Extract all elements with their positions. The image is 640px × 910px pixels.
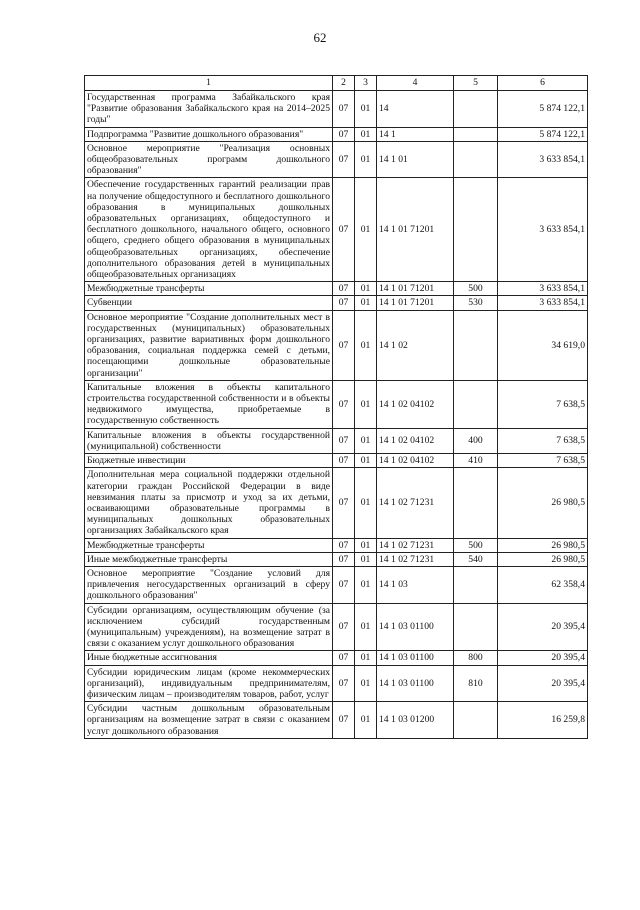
amount-cell: 20 395,4 (498, 651, 588, 665)
target-article-cell: 14 1 01 (377, 141, 454, 178)
row-name-cell: Основное мероприятие "Создание дополнительных мест в государственных (муниципальных) образовательных организациях, развитие вариативных форм дошкольного образования, социальная поддержка семей с детьми, посещающими дошкольные образовательные организации" (85, 310, 333, 380)
section-code-cell: 07 (333, 91, 355, 128)
subsection-code-cell: 01 (355, 454, 377, 468)
target-article-cell: 14 1 02 04102 (377, 428, 454, 453)
table-row (85, 91, 588, 128)
row-name-cell: Бюджетные инвестиции (85, 454, 333, 468)
expense-type-cell (454, 380, 498, 428)
amount-cell: 7 638,5 (498, 428, 588, 453)
target-article-cell: 14 1 01 71201 (377, 282, 454, 296)
amount-cell: 5 874 122,1 (498, 91, 588, 128)
target-article-cell: 14 1 03 01200 (377, 702, 454, 739)
section-code-cell: 07 (333, 538, 355, 552)
header-col-1: 1 (85, 76, 333, 91)
table-row (85, 665, 588, 702)
amount-cell: 20 395,4 (498, 603, 588, 651)
row-name-cell: Межбюджетные трансферты (85, 538, 333, 552)
subsection-code-cell: 01 (355, 380, 377, 428)
subsection-code-cell: 01 (355, 127, 377, 141)
amount-cell: 7 638,5 (498, 380, 588, 428)
row-name-cell: Субвенции (85, 296, 333, 310)
section-code-cell: 07 (333, 380, 355, 428)
section-code-cell: 07 (333, 141, 355, 178)
header-col-4: 4 (377, 76, 454, 91)
target-article-cell: 14 1 02 04102 (377, 454, 454, 468)
target-article-cell: 14 1 03 01100 (377, 603, 454, 651)
target-article-cell: 14 1 02 71231 (377, 538, 454, 552)
table-row (85, 380, 588, 428)
amount-cell: 34 619,0 (498, 310, 588, 380)
table-row (85, 651, 588, 665)
amount-cell: 3 633 854,1 (498, 296, 588, 310)
expense-type-cell: 530 (454, 296, 498, 310)
section-code-cell: 07 (333, 428, 355, 453)
amount-cell: 7 638,5 (498, 454, 588, 468)
expense-type-cell (454, 91, 498, 128)
table-row (85, 538, 588, 552)
section-code-cell: 07 (333, 603, 355, 651)
expense-type-cell: 540 (454, 552, 498, 566)
amount-cell: 26 980,5 (498, 538, 588, 552)
header-col-6: 6 (498, 76, 588, 91)
expense-type-cell: 500 (454, 282, 498, 296)
amount-cell: 20 395,4 (498, 665, 588, 702)
table-row (85, 454, 588, 468)
subsection-code-cell: 01 (355, 651, 377, 665)
section-code-cell: 07 (333, 651, 355, 665)
row-name-cell: Межбюджетные трансферты (85, 282, 333, 296)
subsection-code-cell: 01 (355, 702, 377, 739)
table-row (85, 702, 588, 739)
table-row (85, 468, 588, 538)
expense-type-cell (454, 468, 498, 538)
section-code-cell: 07 (333, 282, 355, 296)
table-row (85, 603, 588, 651)
table-row (85, 296, 588, 310)
subsection-code-cell: 01 (355, 296, 377, 310)
target-article-cell: 14 1 02 71231 (377, 468, 454, 538)
row-name-cell: Подпрограмма "Развитие дошкольного образования" (85, 127, 333, 141)
table-row (85, 310, 588, 380)
expense-type-cell (454, 566, 498, 603)
budget-table (84, 75, 588, 739)
table-row (85, 552, 588, 566)
amount-cell: 5 874 122,1 (498, 127, 588, 141)
row-name-cell: Основное мероприятие "Реализация основных общеобразовательных программ дошкольного образования" (85, 141, 333, 178)
expense-type-cell (454, 178, 498, 282)
page-number: 62 (313, 30, 327, 45)
target-article-cell: 14 (377, 91, 454, 128)
subsection-code-cell: 01 (355, 538, 377, 552)
expense-type-cell: 800 (454, 651, 498, 665)
target-article-cell: 14 1 02 (377, 310, 454, 380)
amount-cell: 3 633 854,1 (498, 282, 588, 296)
target-article-cell: 14 1 02 04102 (377, 380, 454, 428)
row-name-cell: Дополнительная мера социальной поддержки отдельной категории граждан Российской Федерации в виде невзимания платы за присмотр и уход за их детьми, осваивающими образовательные программы в муниципальных дошкольных образовательных организациях Забайкальского края (85, 468, 333, 538)
table-header-row (85, 76, 588, 91)
section-code-cell: 07 (333, 566, 355, 603)
expense-type-cell (454, 127, 498, 141)
target-article-cell: 14 1 01 71201 (377, 178, 454, 282)
table-row (85, 428, 588, 453)
subsection-code-cell: 01 (355, 468, 377, 538)
header-col-3: 3 (355, 76, 377, 91)
subsection-code-cell: 01 (355, 282, 377, 296)
target-article-cell: 14 1 03 01100 (377, 665, 454, 702)
row-name-cell: Иные бюджетные ассигнования (85, 651, 333, 665)
table-row (85, 127, 588, 141)
expense-type-cell: 810 (454, 665, 498, 702)
amount-cell: 26 980,5 (498, 468, 588, 538)
target-article-cell: 14 1 (377, 127, 454, 141)
subsection-code-cell: 01 (355, 178, 377, 282)
section-code-cell: 07 (333, 178, 355, 282)
expense-type-cell (454, 141, 498, 178)
section-code-cell: 07 (333, 702, 355, 739)
table-row (85, 141, 588, 178)
row-name-cell: Субсидии частным дошкольным образовательным организациям на возмещение затрат в связи с оказанием услуг дошкольного образования (85, 702, 333, 739)
expense-type-cell (454, 702, 498, 739)
amount-cell: 3 633 854,1 (498, 178, 588, 282)
row-name-cell: Основное мероприятие "Создание условий для привлечения негосударственных организаций в сферу дошкольного образования" (85, 566, 333, 603)
expense-type-cell (454, 310, 498, 380)
expense-type-cell: 400 (454, 428, 498, 453)
row-name-cell: Иные межбюджетные трансферты (85, 552, 333, 566)
row-name-cell: Обеспечение государственных гарантий реализации прав на получение общедоступного и бесплатного дошкольного образования в муниципальных дошкольных образовательных организациях, общедоступного и бесплатного дошкольного, начального общего, основного общего, среднего общего образования в муниципальных общеобразовательных организациях, обеспечение дополнительного образования детей в муниципальных общеобразовательных организациях (85, 178, 333, 282)
target-article-cell: 14 1 03 (377, 566, 454, 603)
subsection-code-cell: 01 (355, 91, 377, 128)
row-name-cell: Субсидии юридическим лицам (кроме некоммерческих организаций), индивидуальным предпринимателям, физическим лицам – производителям товаров, работ, услуг (85, 665, 333, 702)
subsection-code-cell: 01 (355, 141, 377, 178)
subsection-code-cell: 01 (355, 665, 377, 702)
header-col-2: 2 (333, 76, 355, 91)
subsection-code-cell: 01 (355, 428, 377, 453)
expense-type-cell: 410 (454, 454, 498, 468)
amount-cell: 16 259,8 (498, 702, 588, 739)
subsection-code-cell: 01 (355, 310, 377, 380)
section-code-cell: 07 (333, 127, 355, 141)
section-code-cell: 07 (333, 310, 355, 380)
row-name-cell: Капитальные вложения в объекты капитального строительства государственной собственности и в объекты недвижимого имущества, приобретаемые в государственную собственность (85, 380, 333, 428)
header-col-5: 5 (454, 76, 498, 91)
section-code-cell: 07 (333, 665, 355, 702)
section-code-cell: 07 (333, 468, 355, 538)
amount-cell: 3 633 854,1 (498, 141, 588, 178)
subsection-code-cell: 01 (355, 603, 377, 651)
table-row (85, 566, 588, 603)
subsection-code-cell: 01 (355, 566, 377, 603)
section-code-cell: 07 (333, 296, 355, 310)
amount-cell: 62 358,4 (498, 566, 588, 603)
table-row (85, 282, 588, 296)
subsection-code-cell: 01 (355, 552, 377, 566)
table-row (85, 178, 588, 282)
target-article-cell: 14 1 01 71201 (377, 296, 454, 310)
section-code-cell: 07 (333, 454, 355, 468)
section-code-cell: 07 (333, 552, 355, 566)
row-name-cell: Капитальные вложения в объекты государственной (муниципальной) собственности (85, 428, 333, 453)
expense-type-cell: 500 (454, 538, 498, 552)
amount-cell: 26 980,5 (498, 552, 588, 566)
target-article-cell: 14 1 02 71231 (377, 552, 454, 566)
target-article-cell: 14 1 03 01100 (377, 651, 454, 665)
row-name-cell: Государственная программа Забайкальского края "Развитие образования Забайкальского края на 2014–2025 годы" (85, 91, 333, 128)
expense-type-cell (454, 603, 498, 651)
row-name-cell: Субсидии организациям, осуществляющим обучение (за исключением субсидий государственным (муниципальным) учреждениям), на возмещение затрат в связи с оказанием услуг дошкольного образования (85, 603, 333, 651)
